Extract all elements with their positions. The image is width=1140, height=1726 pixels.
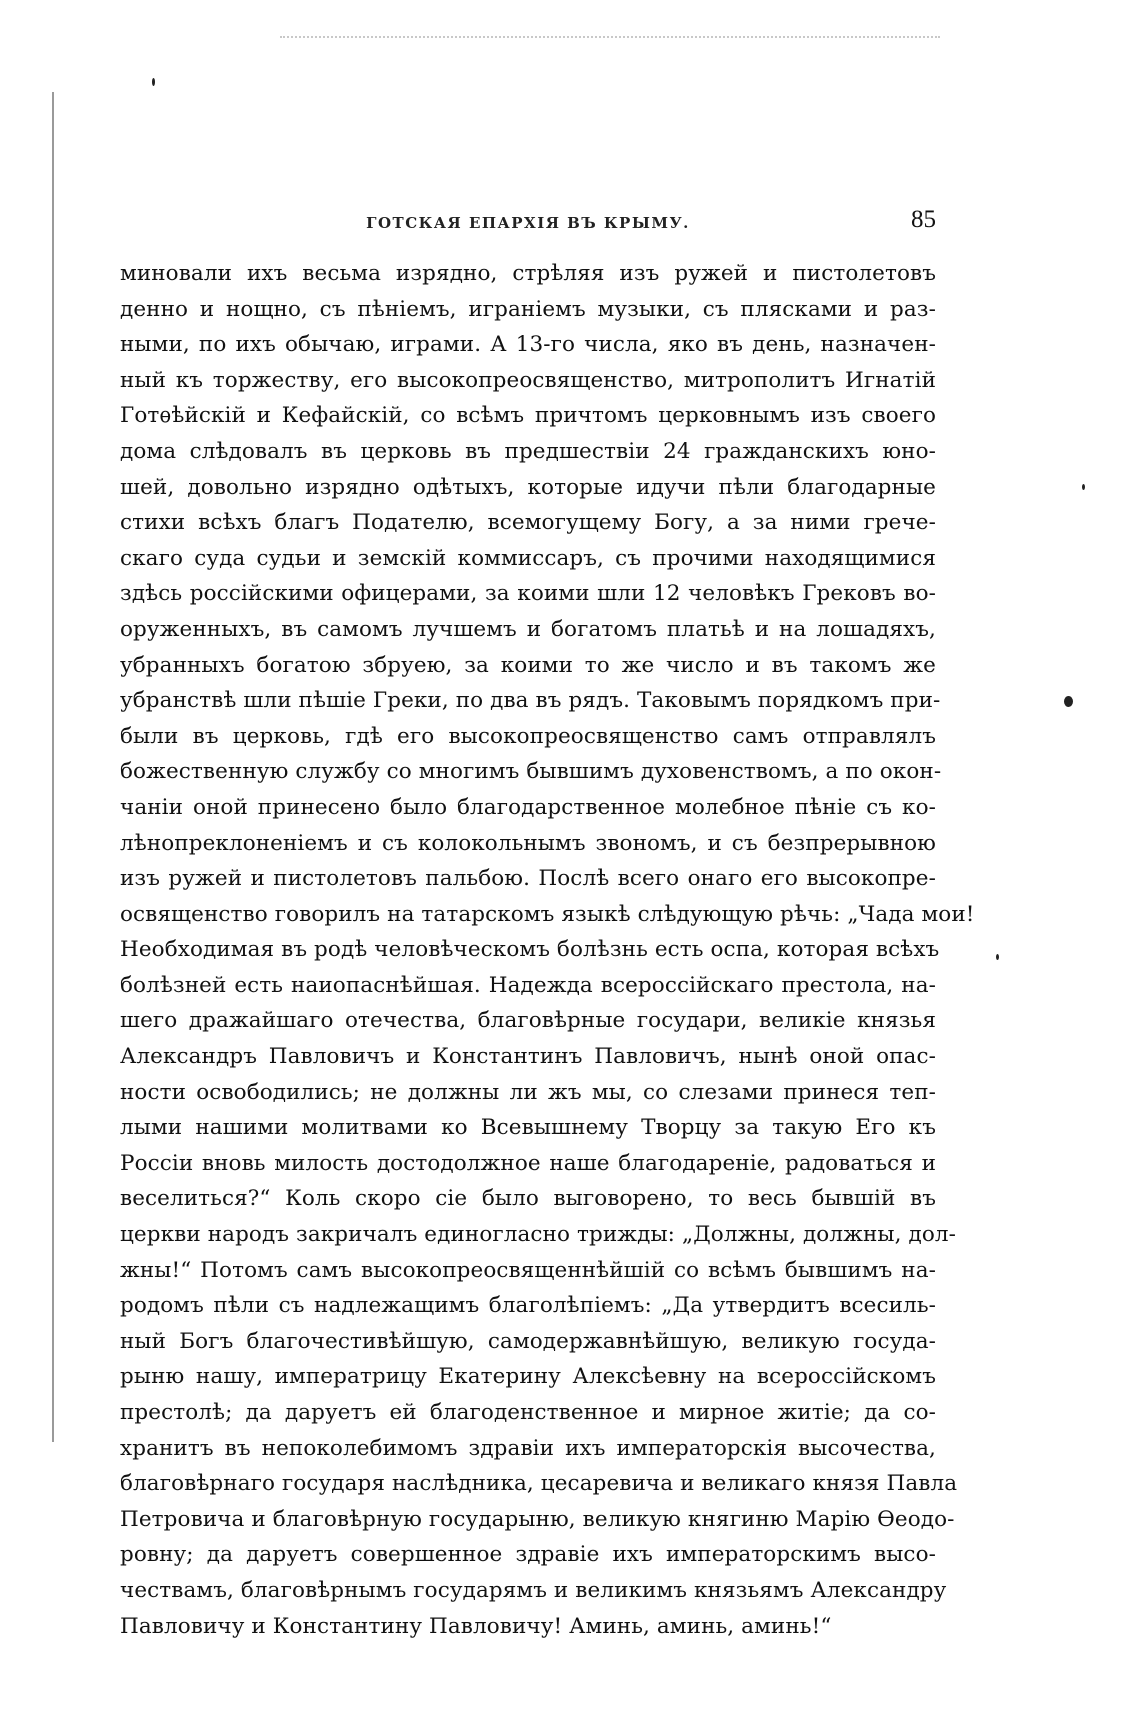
text-line: убранныхъ богатою збруею, за коими то же число и въ такомъ же [120, 652, 936, 678]
text-line: скаго суда судьи и земскій коммиссаръ, съ прочими находящимися [120, 545, 936, 571]
text-line: стихи всѣхъ благъ Подателю, всемогущему Богу, а за ними грече- [120, 510, 936, 536]
text-line: ный къ торжеству, его высокопреосвященство, митрополитъ Игнатій [120, 367, 936, 393]
text-line: родомъ пѣли съ надлежащимъ благолѣпіемъ: „Да утвердитъ всесиль- [120, 1293, 936, 1319]
text-line: хранитъ въ непоколебимомъ здравіи ихъ императорскія высочества, [120, 1435, 936, 1461]
text-line: благовѣрнаго государя наслѣдника, цесаревича и великаго князя Павла [120, 1471, 958, 1497]
text-line: Необходимая въ родѣ человѣческомъ болѣзнь есть оспа, которая всѣхъ [120, 937, 940, 963]
text-line: дома слѣдовалъ въ церковь въ предшествіи 24 гражданскихъ юно- [120, 438, 936, 464]
text-line: жны!“ Потомъ самъ высокопреосвященнѣйшій со всѣмъ бывшимъ на- [120, 1257, 936, 1283]
text-line: денно и нощно, съ пѣніемъ, играніемъ музыки, съ плясками и раз- [120, 296, 936, 322]
text-line: шего дражайшаго отечества, благовѣрные государи, великіе князья [120, 1008, 936, 1034]
running-title: ГОТСКАЯ ЕПАРХІЯ ВЪ КРЫМУ. [366, 214, 690, 232]
text-line: чаніи оной принесено было благодарственное молебное пѣніе съ ко- [120, 794, 936, 820]
page-header [120, 206, 936, 240]
text-line: лыми нашими молитвами ко Всевышнему Творцу за такую Его къ [120, 1115, 936, 1141]
text-line: оруженныхъ, въ самомъ лучшемъ и богатомъ платьѣ и на лошадяхъ, [120, 616, 936, 642]
text-line: ровну; да даруетъ совершенное здравіе ихъ императорскимъ высо- [120, 1542, 936, 1568]
ink-speck [152, 78, 155, 86]
text-line: изъ ружей и пистолетовъ пальбою. Послѣ всего онаго его высокопре- [120, 866, 936, 892]
binding-edge-line [52, 92, 54, 1442]
body-text [120, 256, 975, 1644]
text-line: церкви народъ закричалъ единогласно трижды: „Должны, должны, дол- [120, 1222, 956, 1248]
text-line: ными, по ихъ обычаю, играми. А 13-го числа, яко въ день, назначен- [120, 332, 936, 358]
ink-speck [1082, 484, 1085, 490]
text-line: божественную службу со многимъ бывшимъ духовенствомъ, а по окон- [120, 759, 942, 785]
text-line: лѣнопреклоненіемъ и съ колокольнымъ звономъ, и съ безпрерывною [120, 830, 936, 856]
text-line: были въ церковь, гдѣ его высокопреосвященство самъ отправлялъ [120, 723, 936, 749]
text-line: здѣсь россійскими офицерами, за коими шли 12 человѣкъ Грековъ во- [120, 581, 936, 607]
scan-edge-noise [280, 36, 940, 40]
text-line: рыню нашу, императрицу Екатерину Алексѣевну на всероссійскомъ [120, 1364, 936, 1390]
text-line: Петровича и благовѣрную государыню, великую княгиню Марію Ѳеодо- [120, 1506, 955, 1532]
text-line: чествамъ, благовѣрнымъ государямъ и великимъ князьямъ Александру [120, 1577, 947, 1603]
text-line: шей, довольно изрядно одѣтыхъ, которые идучи пѣли благодарные [120, 474, 936, 500]
text-line: болѣзней есть наиопаснѣйшая. Надежда всероссійскаго престола, на- [120, 972, 936, 998]
text-line-last: Павловичу и Константину Павловичу! Аминь, аминь, аминь!“ [120, 1613, 832, 1639]
text-line: освященство говорилъ на татарскомъ языкѣ слѣдующую рѣчь: „Чада мои! [120, 901, 975, 927]
text-line: престолѣ; да даруетъ ей благоденственное и мирное житіе; да со- [120, 1400, 936, 1425]
ink-speck [1064, 696, 1073, 707]
text-line: убранствѣ шли пѣшіе Греки, по два въ рядъ. Таковымъ порядкомъ при- [120, 688, 941, 714]
text-line: веселиться?“ Коль скоро сіе было выговорено, то весь бывшій въ [120, 1186, 936, 1212]
text-line: Александръ Павловичъ и Константинъ Павловичъ, нынѣ оной опас- [120, 1044, 936, 1070]
text-line: Готѳѣйскій и Кефайскій, со всѣмъ причтомъ церковнымъ изъ своего [120, 403, 936, 429]
text-line: ный Богъ благочестивѣйшую, самодержавнѣйшую, великую госуда- [120, 1328, 936, 1354]
text-line: Россіи вновь милость достодолжное наше благодареніе, радоваться и [120, 1150, 936, 1176]
ink-speck [996, 954, 999, 960]
page-number: 85 [911, 206, 936, 233]
text-line: миновали ихъ весьма изрядно, стрѣляя изъ ружей и пистолетовъ [120, 261, 936, 286]
text-line: ности освободились; не должны ли жъ мы, со слезами принеся теп- [120, 1079, 936, 1105]
